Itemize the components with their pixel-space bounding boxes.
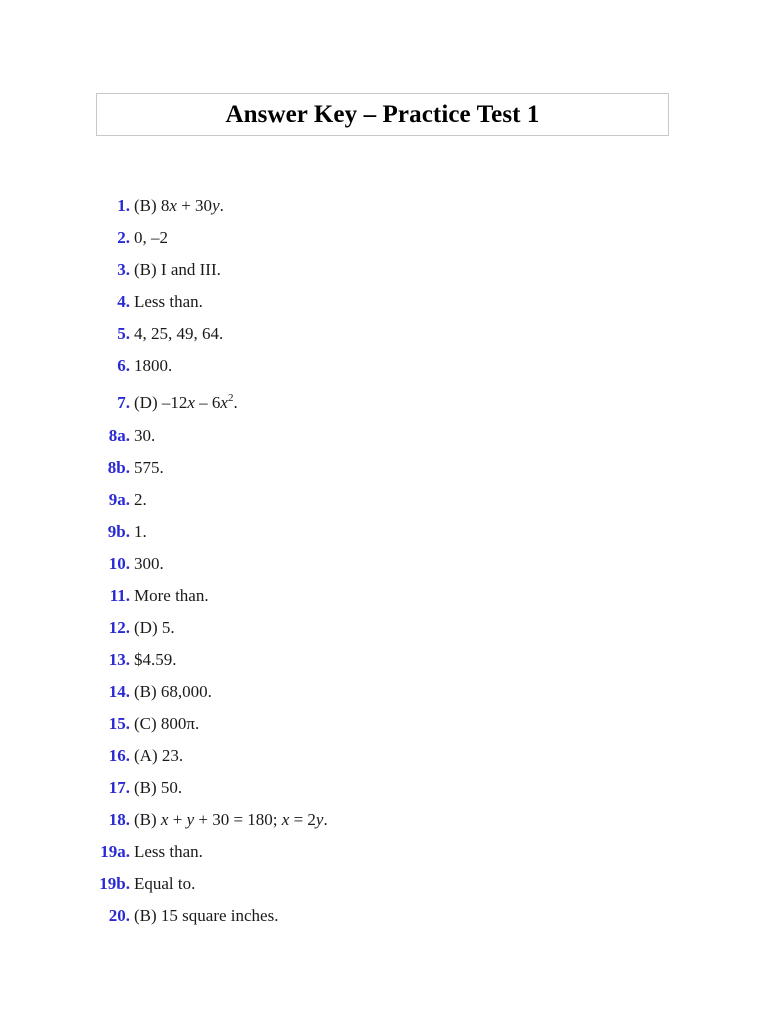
answer-text [130,587,209,604]
page-title: Answer Key – Practice Test 1 [225,100,540,128]
answer-fragment: 1. [134,521,147,541]
answer-row [0,835,768,867]
answer-fragment: (D) –12 [134,392,188,412]
answer-text [130,843,203,860]
answer-fragment: (B) [134,809,161,829]
answer-fragment: More than. [134,585,209,605]
answer-text [130,875,195,892]
answer-fragment: (B) 68,000. [134,681,212,701]
answer-fragment: 300. [134,553,164,573]
answer-number: 3. [117,259,130,279]
answer-fragment: (B) 50. [134,777,183,797]
answer-fragment: + 30 = 180; [194,809,282,829]
answer-variable: x [160,809,169,829]
answer-fragment: + [168,809,187,829]
answer-text [130,391,238,412]
answer-row [0,221,768,253]
answer-number: 10. [108,553,130,573]
answer-row [0,675,768,707]
answer-fragment: (D) 5. [134,617,175,637]
answer-row [0,899,768,931]
answer-variable: y [212,195,220,215]
answer-number: 6. [117,355,130,375]
answer-row [0,285,768,317]
answer-variable: x [281,809,290,829]
answer-row [0,515,768,547]
answer-fragment: . [233,392,238,412]
answer-fragment: (B) I and III. [134,259,221,279]
answer-fragment: Equal to. [134,873,196,893]
answer-row [0,253,768,285]
answer-row [0,579,768,611]
answer-text [130,619,175,636]
answer-fragment: $4.59. [134,649,177,669]
answer-row [0,483,768,515]
answer-fragment: (C) 800π. [134,713,200,733]
answer-text [130,357,172,374]
answer-variable: x [187,392,195,412]
answer-list [0,189,768,931]
answer-text [130,715,199,732]
answer-number: 2. [117,227,130,247]
answer-number: 4. [117,291,130,311]
answer-row [0,381,768,419]
answer-row [0,867,768,899]
answer-fragment: = 2 [289,809,316,829]
answer-text [130,811,328,828]
answer-superscript: 2 [227,391,234,404]
answer-row [0,349,768,381]
answer-number: 5. [117,323,130,343]
answer-number: 19b. [99,873,130,893]
answer-number: 16. [108,745,130,765]
answer-variable: x [220,392,228,412]
answer-number: 11. [109,585,130,605]
answer-row [0,317,768,349]
answer-number: 19a. [100,841,130,861]
answer-number: 12. [108,617,130,637]
answer-row [0,643,768,675]
title-box [96,93,669,136]
answer-fragment: 4, 25, 49, 64. [134,323,224,343]
answer-number: 9b. [107,521,130,541]
answer-number: 8b. [107,457,130,477]
answer-text [130,491,147,508]
answer-row [0,189,768,221]
answer-fragment: Less than. [134,291,203,311]
answer-row [0,547,768,579]
answer-fragment: + 30 [176,195,213,215]
answer-variable: y [186,809,195,829]
answer-fragment: (B) 15 square inches. [134,905,279,925]
answer-row [0,451,768,483]
answer-fragment: 575. [134,457,164,477]
answer-fragment: . [219,195,224,215]
answer-row [0,771,768,803]
answer-fragment: 30. [134,425,156,445]
answer-number: 9a. [108,489,130,509]
answer-fragment: . [323,809,328,829]
answer-text [130,197,224,214]
answer-number: 7. [117,392,130,412]
answer-fragment: (A) 23. [134,745,184,765]
answer-row [0,707,768,739]
answer-number: 20. [108,905,130,925]
answer-text [130,747,183,764]
answer-number: 14. [108,681,130,701]
answer-text [130,229,168,246]
answer-number: 1. [117,195,130,215]
answer-row [0,611,768,643]
answer-text [130,261,221,278]
answer-text [130,459,164,476]
answer-text [130,907,278,924]
answer-number: 13. [108,649,130,669]
answer-fragment: 1800. [134,355,173,375]
answer-fragment: Less than. [134,841,203,861]
answer-row [0,419,768,451]
answer-row [0,739,768,771]
answer-text [130,293,203,310]
answer-number: 17. [108,777,130,797]
answer-text [130,325,223,342]
answer-text [130,683,212,700]
answer-number: 18. [108,809,130,829]
answer-text [130,651,177,668]
answer-text [130,523,147,540]
answer-number: 8a. [108,425,130,445]
answer-text [130,779,182,796]
answer-variable: y [315,809,324,829]
answer-fragment: 0, –2 [134,227,168,247]
answer-fragment: 2. [134,489,147,509]
answer-number: 15. [108,713,130,733]
answer-fragment: – 6 [194,392,221,412]
answer-fragment: (B) 8 [134,195,170,215]
answer-variable: x [169,195,177,215]
answer-text [130,427,155,444]
answer-text [130,555,164,572]
answer-row [0,803,768,835]
